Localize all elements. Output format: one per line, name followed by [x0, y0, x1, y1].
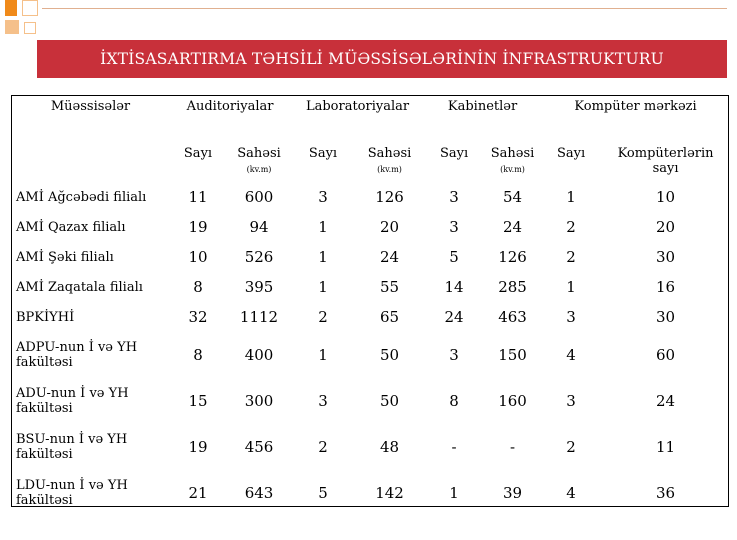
table-cell: 5	[318, 484, 328, 502]
table-cell: 10	[188, 248, 208, 266]
table-cell: 1	[566, 278, 576, 296]
institution-name	[12, 302, 169, 332]
col-header-institutions: Müəssisələr	[50, 99, 131, 114]
institution-name	[12, 212, 169, 242]
institution-name-line1: AMİ Qazax filialı	[16, 219, 126, 235]
table-cell: 30	[655, 308, 676, 326]
group-header-computer-center: Kompüter mərkəzi	[574, 99, 697, 114]
table-cell: 19	[188, 438, 208, 456]
table-row	[12, 212, 730, 242]
table-cell: 24	[444, 308, 464, 326]
subheader-area-unit: (kv.m)	[377, 165, 402, 174]
group-header-laboratories: Laboratoriyalar	[305, 99, 410, 114]
table-cell: 8	[193, 346, 203, 364]
table-cell: 126	[498, 248, 527, 266]
table-cell: 8	[193, 278, 203, 296]
table-row	[12, 242, 730, 272]
table-cell: 24	[502, 218, 523, 236]
table-cell: 3	[566, 392, 576, 410]
table-cell: 3	[566, 308, 576, 326]
table-cell: 94	[249, 218, 269, 236]
table-row	[12, 424, 730, 470]
table-cell: 142	[375, 484, 404, 502]
table-cell: 300	[244, 392, 274, 410]
institution-name-line2: fakültəsi	[16, 401, 73, 416]
table-cell: 1	[449, 484, 459, 502]
table-cell: 2	[566, 218, 576, 236]
decorative-square-outline-2	[24, 22, 36, 34]
table-cell: 400	[244, 346, 274, 364]
subheader-computer-count	[601, 140, 730, 182]
institution-name-line1: AMİ Zaqatala filialı	[16, 279, 143, 295]
table-row	[12, 272, 730, 302]
table-cell: 21	[188, 484, 208, 502]
table-cell: 456	[244, 438, 274, 456]
table-row	[12, 470, 730, 516]
subheader-area-label: Sahəsi	[237, 146, 281, 161]
table-cell: 20	[379, 218, 400, 236]
table-row	[12, 332, 730, 378]
table-cell: 15	[188, 392, 208, 410]
subheader-count: Sayı	[308, 146, 338, 161]
table-cell: 463	[498, 308, 527, 326]
table-cell: 3	[449, 188, 459, 206]
table-cell: 1	[318, 218, 328, 236]
table-cell: 1112	[239, 308, 279, 326]
table-cell: 5	[449, 248, 459, 266]
page-title: İXTİSASARTIRMA TƏHSİLİ MÜƏSSİSƏLƏRİNİN İNFRASTRUKTURU	[37, 40, 727, 78]
infrastructure-table	[11, 95, 729, 507]
table-cell: 8	[449, 392, 459, 410]
subheader-area-unit: (kv.m)	[246, 165, 272, 174]
table-cell: 10	[655, 188, 676, 206]
table-cell: 395	[244, 278, 274, 296]
institution-name	[12, 378, 169, 424]
table-cell: 14	[444, 278, 464, 296]
table-cell: 1	[318, 346, 328, 364]
institution-name-line2: fakültəsi	[16, 493, 73, 508]
subheader-count: Sayı	[183, 146, 213, 161]
table-row	[12, 302, 730, 332]
institution-name-line1: AMİ Ağcəbədi filialı	[16, 189, 147, 205]
table-cell: 3	[318, 392, 328, 410]
table-cell: 4	[566, 484, 576, 502]
institution-name	[12, 332, 169, 378]
table-cell: 160	[498, 392, 527, 410]
table-row	[12, 378, 730, 424]
institution-name-line1: AMİ Şəki filialı	[16, 249, 114, 265]
decorative-square-large	[5, 0, 17, 16]
group-header-cabinets: Kabinetlər	[447, 99, 518, 114]
subheader-computer-count-line1: Kompüterlərin	[617, 146, 714, 161]
subheader-area-label: Sahəsi	[490, 146, 535, 161]
institution-name-line1: BSU-nun İ və YH	[16, 432, 128, 447]
decorative-top-rule	[42, 8, 727, 9]
subheader-area-unit: (kv.m)	[500, 165, 525, 174]
table-cell: 54	[502, 188, 523, 206]
table-cell: 126	[375, 188, 404, 206]
table-cell: 24	[379, 248, 400, 266]
table-cell: 55	[379, 278, 400, 296]
table-cell: 3	[449, 218, 459, 236]
table-row	[12, 182, 730, 212]
table-cell: 150	[498, 346, 527, 364]
table-cell: 16	[655, 278, 676, 296]
table-cell: 19	[188, 218, 208, 236]
table-cell: 600	[244, 188, 274, 206]
table-cell: 24	[655, 392, 676, 410]
table-cell: 65	[379, 308, 400, 326]
table-cell: 39	[502, 484, 523, 502]
table-cell: 30	[655, 248, 676, 266]
subheader-area-label: Sahəsi	[367, 146, 412, 161]
table-cell: 32	[188, 308, 208, 326]
subheader-area	[484, 140, 541, 182]
table-cell: 60	[655, 346, 676, 364]
table-cell: 3	[318, 188, 328, 206]
table-cell: 4	[566, 346, 576, 364]
institution-name-line1: LDU-nun İ və YH	[16, 478, 128, 493]
table-cell: 2	[566, 438, 576, 456]
institution-name-line1: ADPU-nun İ və YH	[16, 340, 138, 355]
institution-name	[12, 272, 169, 302]
institution-name-line1: BPKİYHİ	[16, 309, 75, 325]
table-cell: 50	[379, 392, 400, 410]
institution-name-line1: ADU-nun İ və YH	[16, 386, 129, 401]
institution-name	[12, 182, 169, 212]
table-cell: -	[509, 438, 516, 456]
group-header-auditoriums: Auditoriyalar	[186, 99, 274, 114]
table-cell: 36	[655, 484, 676, 502]
subheader-count: Sayı	[439, 146, 469, 161]
table-cell: 285	[498, 278, 527, 296]
decorative-square-outline	[22, 0, 38, 16]
table-cell: 11	[655, 438, 676, 456]
table-cell: -	[451, 438, 457, 456]
table-cell: 526	[244, 248, 274, 266]
subheader-area	[355, 140, 424, 182]
institution-name	[12, 242, 169, 272]
institution-name	[12, 470, 169, 516]
table-cell: 1	[318, 278, 328, 296]
table-cell: 643	[244, 484, 274, 502]
subheader-computer-count-line2: sayı	[652, 161, 679, 176]
table-cell: 11	[188, 188, 208, 206]
table-cell: 20	[655, 218, 676, 236]
table-cell: 1	[318, 248, 328, 266]
decorative-square-light	[5, 20, 19, 34]
table-cell: 48	[379, 438, 400, 456]
institution-name	[12, 424, 169, 470]
table-cell: 50	[379, 346, 400, 364]
table-cell: 1	[566, 188, 576, 206]
table-cell: 2	[318, 308, 328, 326]
subheader-area	[227, 140, 291, 182]
table-cell: 3	[449, 346, 459, 364]
institution-name-line2: fakültəsi	[16, 355, 73, 370]
table-cell: 2	[318, 438, 328, 456]
subheader-count: Sayı	[556, 146, 586, 161]
table-cell: 2	[566, 248, 576, 266]
institution-name-line2: fakültəsi	[16, 447, 73, 462]
